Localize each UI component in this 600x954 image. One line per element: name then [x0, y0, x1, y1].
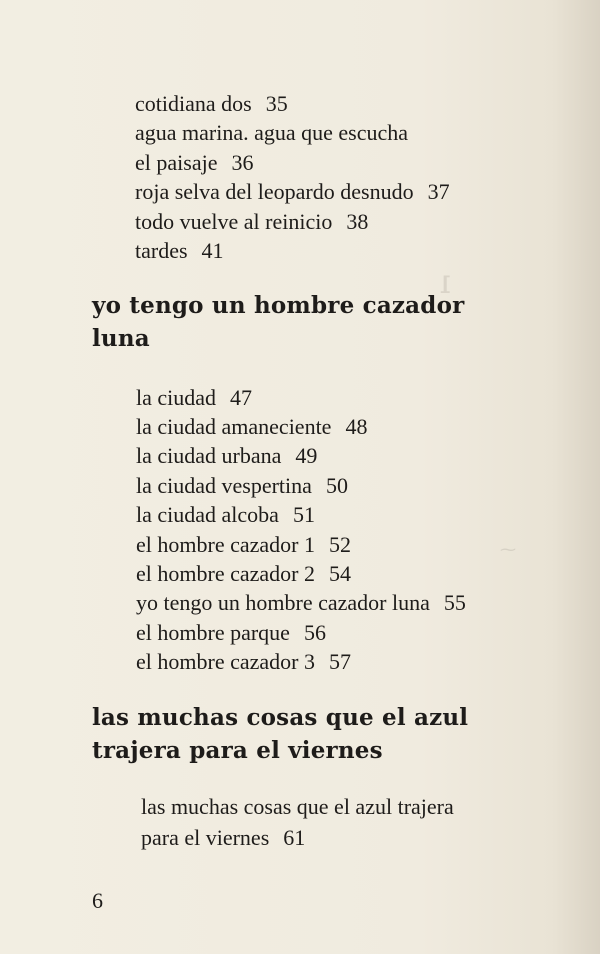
toc-entry-page: 50 [325, 473, 348, 498]
toc-entry-title: todo vuelve al reinicio [135, 209, 333, 234]
toc-entry [136, 412, 367, 441]
toc-entry [141, 792, 454, 821]
toc-entry-title: para el viernes [141, 825, 270, 850]
toc-entry-page: 35 [265, 91, 288, 116]
toc-entry-title: el hombre parque [136, 620, 290, 645]
toc-entry [135, 118, 408, 147]
toc-entry-page: 41 [201, 238, 224, 263]
toc-entry-title: agua marina. agua que escucha [135, 120, 409, 145]
toc-entry-title: yo tengo un hombre cazador luna [136, 590, 430, 615]
toc-entry-page: 54 [328, 561, 351, 586]
toc-entry [141, 823, 305, 852]
toc-entry-page: 57 [328, 649, 351, 674]
toc-entry-title: la ciudad alcoba [136, 502, 279, 527]
toc-entry [136, 441, 317, 470]
toc-entry-title: el hombre cazador 1 [136, 532, 315, 557]
toc-entry [136, 530, 351, 559]
toc-entry [136, 618, 326, 647]
toc-entry [136, 647, 351, 676]
page-number: 6 [92, 888, 103, 913]
toc-entry [135, 177, 450, 206]
toc-entry-title: tardes [135, 238, 188, 263]
toc-entry-page: 51 [292, 502, 315, 527]
toc-entry-title: la ciudad vespertina [136, 473, 312, 498]
toc-entry-title: las muchas cosas que el azul trajera [141, 794, 454, 819]
toc-entry [136, 471, 348, 500]
toc-entry-page: 61 [283, 825, 306, 850]
toc-entry [135, 236, 224, 265]
toc-entry [135, 89, 288, 118]
toc-entry-page: 47 [230, 385, 253, 410]
toc-entry-page: 49 [295, 443, 318, 468]
toc-entry [135, 148, 253, 177]
toc-entry-title: la ciudad [136, 385, 217, 410]
toc-entry-title: el paisaje [135, 150, 218, 175]
toc-entry-title: cotidiana dos [135, 91, 252, 116]
toc-entry-title: el hombre cazador 2 [136, 561, 315, 586]
toc-entry [136, 559, 351, 588]
toc-entry-title: la ciudad amaneciente [136, 414, 332, 439]
toc-entry-title: roja selva del leopardo desnudo [135, 179, 414, 204]
toc-entry-page: 48 [345, 414, 368, 439]
toc-entry [136, 500, 315, 529]
toc-entry-title: el hombre cazador 3 [136, 649, 315, 674]
toc-entry-page: 52 [328, 532, 351, 557]
toc-entry [136, 383, 252, 412]
section-heading: yo tengo un hombre cazador luna [92, 292, 465, 352]
bleed-through-decoration: ı [440, 262, 451, 302]
toc-entry-page: 38 [346, 209, 369, 234]
toc-entry [135, 207, 368, 236]
toc-entry [136, 588, 466, 617]
toc-entry-page: 37 [427, 179, 450, 204]
bleed-through-decoration: ⁓ [500, 540, 516, 559]
toc-entry-page: 36 [231, 150, 254, 175]
section-heading: las muchas cosas que el azul trajera para el viernes [92, 704, 469, 764]
toc-entry-page: 55 [443, 590, 466, 615]
toc-entry-page: 56 [303, 620, 326, 645]
toc-entry-title: la ciudad urbana [136, 443, 282, 468]
